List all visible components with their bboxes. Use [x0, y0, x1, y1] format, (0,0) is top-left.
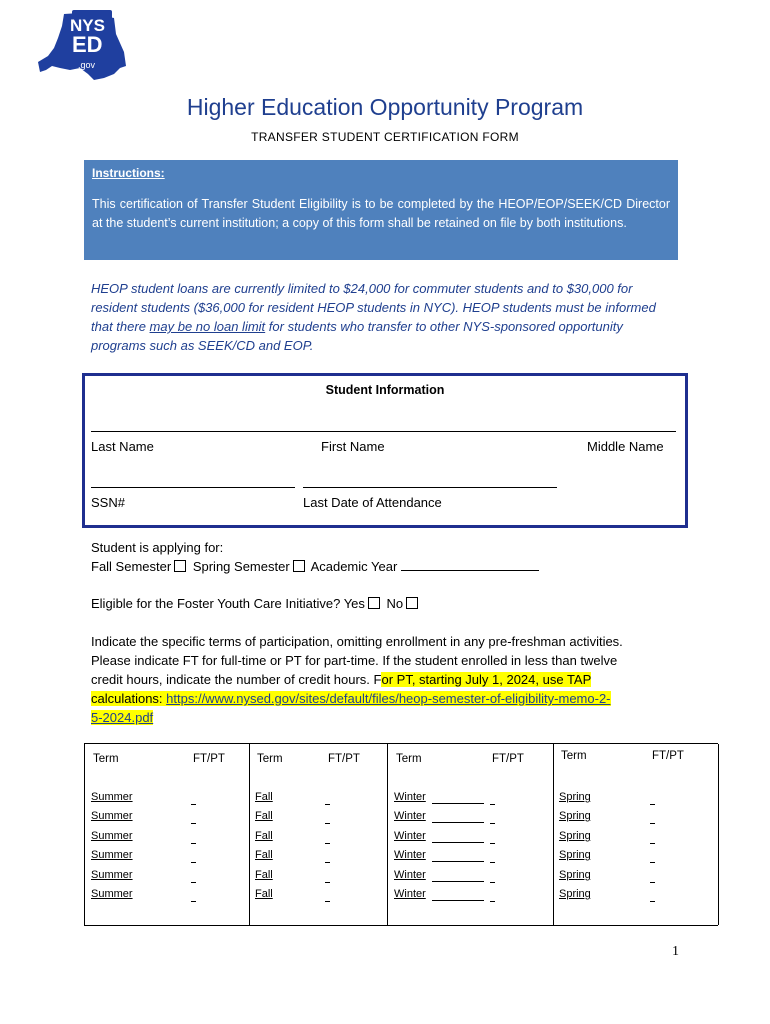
header-term-2: Term [257, 753, 283, 765]
table-cell-term: Summer [91, 888, 133, 900]
logo-line1: NYS [70, 16, 105, 35]
header-ftpt-4: FT/PT [652, 750, 684, 762]
table-cell-term: Summer [91, 830, 133, 842]
applying-for-label: Student is applying for: [91, 540, 224, 555]
table-cell-term: Spring [559, 810, 591, 822]
ftpt-field[interactable] [191, 871, 196, 883]
loan-notice [91, 279, 681, 355]
notice-part2: for students who transfer to other NYS-sponsored opportunity programs such as SEEK/CD and EOP. [91, 319, 623, 353]
ftpt-field[interactable] [650, 871, 655, 883]
table-cell-term: Fall [255, 869, 273, 881]
ftpt-field[interactable] [191, 832, 196, 844]
table-cell-term: Winter [394, 810, 426, 822]
fall-semester-label: Fall Semester [91, 559, 172, 574]
logo-line2: ED [72, 32, 103, 57]
ftpt-field[interactable] [650, 890, 655, 902]
middle-name-label: Middle Name [587, 439, 664, 454]
ftpt-field[interactable] [490, 871, 495, 883]
last-date-label: Last Date of Attendance [303, 495, 442, 510]
header-term-4: Term [561, 750, 587, 762]
table-cell-term: Fall [255, 810, 273, 822]
ftpt-field[interactable] [191, 851, 196, 863]
table-cell-term: Fall [255, 888, 273, 900]
ftpt-field[interactable] [325, 793, 330, 805]
foster-youth-row [91, 594, 421, 613]
table-cell-term: Summer [91, 869, 133, 881]
ftpt-field[interactable] [191, 890, 196, 902]
table-cell-term: Spring [559, 869, 591, 881]
ftpt-field[interactable] [325, 832, 330, 844]
page-title: Higher Education Opportunity Program [186, 94, 584, 120]
ftpt-field[interactable] [325, 851, 330, 863]
ftpt-field[interactable] [490, 793, 495, 805]
academic-year-label: Academic Year [310, 559, 398, 574]
header-ftpt-3: FT/PT [492, 753, 524, 765]
ftpt-field[interactable] [191, 812, 196, 824]
spring-semester-checkbox[interactable] [293, 560, 305, 572]
table-cell-term: Spring [559, 849, 591, 861]
table-cell-term: Summer [91, 810, 133, 822]
header-term-1: Term [93, 753, 119, 765]
instructions-panel [84, 160, 678, 260]
foster-yes-label: Yes [343, 596, 365, 611]
ftpt-field[interactable] [490, 812, 495, 824]
table-cell-term: Winter [394, 791, 426, 803]
table-cell-term: Spring [559, 888, 591, 900]
winter-blank-field[interactable] [432, 831, 484, 843]
instructions-heading: Instructions: [92, 166, 165, 180]
header-ftpt-2: FT/PT [328, 753, 360, 765]
table-cell-term: Fall [255, 830, 273, 842]
ftpt-field[interactable] [650, 851, 655, 863]
last-date-line[interactable] [303, 487, 557, 488]
winter-blank-field[interactable] [432, 870, 484, 882]
table-cell-term: Winter [394, 869, 426, 881]
foster-yes-checkbox[interactable] [368, 597, 380, 609]
logo-line3: .gov [78, 60, 96, 70]
ftpt-field[interactable] [650, 793, 655, 805]
ftpt-field[interactable] [325, 890, 330, 902]
eligibility-memo-link[interactable]: https://www.nysed.gov/sites/default/files/heop-semester-of-eligibility-memo-2- [166, 691, 611, 706]
student-information-title: Student Information [325, 383, 445, 397]
terms-line1: Indicate the specific terms of participation, omitting enrollment in any pre-freshman activities. [91, 634, 623, 649]
table-cell-term: Fall [255, 849, 273, 861]
terms-instructions [91, 632, 691, 727]
header-ftpt-1: FT/PT [193, 753, 225, 765]
page-number: 1 [672, 944, 679, 959]
terms-table [84, 743, 718, 926]
ftpt-field[interactable] [650, 832, 655, 844]
table-cell-term: Winter [394, 888, 426, 900]
first-name-label: First Name [321, 439, 385, 454]
table-cell-term: Winter [394, 849, 426, 861]
ssn-label: SSN# [91, 495, 125, 510]
fall-semester-checkbox[interactable] [174, 560, 186, 572]
table-cell-term: Summer [91, 791, 133, 803]
table-cell-term: Spring [559, 791, 591, 803]
notice-underlined: may be no loan limit [149, 319, 266, 334]
ftpt-field[interactable] [325, 812, 330, 824]
table-cell-term: Summer [91, 849, 133, 861]
header-term-3: Term [396, 753, 422, 765]
instructions-body: This certification of Transfer Student Eligibility is to be completed by the HEOP/EOP/SEEK/CD Director at the student’s current institution; a copy of this form shall be retained on file by both institutions. [92, 197, 670, 230]
ftpt-field[interactable] [490, 890, 495, 902]
terms-line3b: or PT, starting July 1, 2024, use TAP [381, 672, 592, 687]
ftpt-field[interactable] [490, 832, 495, 844]
ftpt-field[interactable] [191, 793, 196, 805]
winter-blank-field[interactable] [432, 850, 484, 862]
academic-year-field[interactable] [401, 558, 539, 571]
last-name-label: Last Name [91, 439, 154, 454]
terms-line3a: credit hours, indicate the number of credit hours. F [91, 672, 382, 687]
ftpt-field[interactable] [650, 812, 655, 824]
nysed-logo [34, 8, 134, 82]
foster-no-checkbox[interactable] [406, 597, 418, 609]
eligibility-memo-link-cont[interactable]: 5-2024.pdf [91, 710, 154, 725]
terms-line4 [91, 689, 691, 708]
winter-blank-field[interactable] [432, 889, 484, 901]
terms-line4a: calculations: [91, 691, 167, 706]
winter-blank-field[interactable] [432, 811, 484, 823]
spring-semester-label: Spring Semester [192, 559, 290, 574]
foster-no-label: No [386, 596, 404, 611]
name-line[interactable] [91, 431, 676, 432]
foster-question: Eligible for the Foster Youth Care Initiative? [91, 596, 341, 611]
terms-line3 [91, 670, 691, 689]
terms-line2: Please indicate FT for full-time or PT for part-time. If the student enrolled in less than twelve [91, 653, 618, 668]
student-information-box [82, 373, 688, 528]
table-cell-term: Spring [559, 830, 591, 842]
ssn-line[interactable] [91, 487, 295, 488]
table-cell-term: Fall [255, 791, 273, 803]
form-subtitle: TRANSFER STUDENT CERTIFICATION FORM [251, 130, 519, 144]
applying-options [91, 557, 539, 576]
ftpt-field[interactable] [325, 871, 330, 883]
ftpt-field[interactable] [490, 851, 495, 863]
winter-blank-field[interactable] [432, 792, 484, 804]
notice-part1: HEOP student loans are currently limited to $24,000 for commuter students and to $30,000 for resident students ($36,000 for resident HEOP students in NYC). HEOP students must be informed that there [91, 281, 656, 334]
table-cell-term: Winter [394, 830, 426, 842]
terms-line5 [91, 708, 691, 727]
